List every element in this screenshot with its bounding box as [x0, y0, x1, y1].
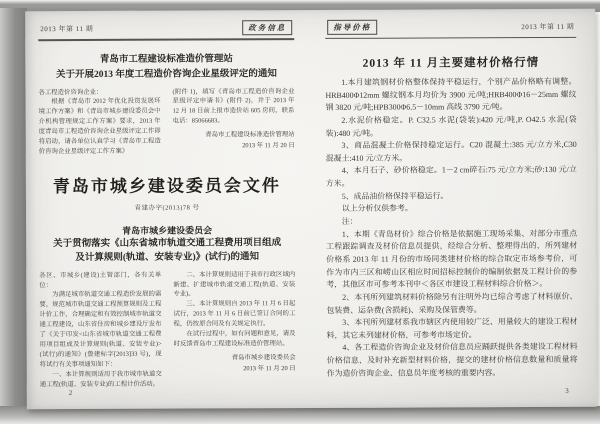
- page-right-header: [325, 19, 576, 37]
- notice2-paragraph-3: 二、本计算规则适用于我市行政区域内新建、扩建城市轨道交通工程(轨道、安装专业)。: [173, 270, 296, 299]
- page-right: [310, 9, 597, 408]
- section-badge: 政务信息: [242, 20, 292, 35]
- document-masthead: 青岛市城乡建设委员会文件: [52, 176, 281, 197]
- article-note-1: 1、本期《青岛材价》综合价格是依据施工现场采集、对部分市重点工程跟踪调查及材价信息员提供，经综合分析、整理得出的，所列建材价格系 2013 年 11 月份的市场同类建材价格的综合取定市场参考价，可作为市内三区和崂山区相应时间招标控制价的编制依据及工程计价的参考，其他区市可参考本刊中＜各区市建设工程材料综合价格＞。: [326, 228, 578, 290]
- notice1-body: [38, 87, 294, 158]
- article-title: 2013 年 11 月主要建材价格行情: [362, 57, 540, 70]
- notice2-signer: 青岛市城乡建设委员会: [231, 354, 296, 362]
- issue-label: 2013 年第 11 期: [40, 24, 94, 33]
- notice2-title-line3: 及计算规则(轨道、安装专业)》(试行)的通知: [75, 252, 260, 264]
- notice1-salutation: 各工程造价咨询企业：: [38, 88, 103, 96]
- page-left: [25, 10, 312, 409]
- article-paragraph: 2.水泥价格稳定。P. C32.5 水泥(袋装):420 元/吨,P. O42.5 水泥(袋装):480 元/吨。: [325, 114, 577, 138]
- notice1-column-2: [172, 87, 294, 157]
- notice2-title-line1: 青岛市城乡建设委员会: [122, 225, 213, 236]
- article-paragraph: 5、成品油价格保持平稳运行。: [341, 191, 449, 201]
- notice2-body: [39, 270, 296, 390]
- notice1-date: 2013 年 11 月 20 日: [242, 142, 295, 150]
- notice2-date: 2013 年 11 月 20 日: [243, 364, 296, 373]
- article-paragraph: 4、本月石子、砂价格稳定。1－2 cm碎石:75 元/立方米;砂:130 元/立方米。: [325, 165, 577, 189]
- notice2-paragraph-1: 为满足城市轨道交通工程造价发展的需要，规范城市轨道交通工程预算规则及工程计价工作，合理确定和有效控制城市轨道交通工程建设，山东省住房和城乡建设厅发布了《关于印发<山东省城市轨道交通工程费用项目组成及计算规则(轨道、安装专业)>(试行)的通知》(鲁建标字[2013]33 号)，现将试行有关事项通知如下：: [39, 291, 162, 369]
- notice1-title-line1: 青岛市工程建设标准造价管理站: [99, 54, 233, 65]
- notice2-title-line2: 关于贯彻落实《山东省城市轨道交通工程费用项目组成: [53, 238, 282, 250]
- document-spread: [25, 9, 597, 409]
- notice2-paragraph-4: 三、本计算规则自 2013 年 11 月 6 日起试行，2013 年 11 月 6 日前已签订合同的工程，仍按原合同及有关规定执行。: [173, 300, 296, 328]
- issue-label: 2013 年第 11 期: [521, 22, 575, 31]
- document-number: 青建办字(2013)78 号: [134, 204, 200, 212]
- scanner-background-left: [0, 8, 27, 412]
- notice2-salutation: 各区、市城乡(建设)主管部门，各有关单位：: [39, 271, 162, 289]
- header-rule: [325, 37, 576, 39]
- page-left-header: [38, 20, 294, 38]
- section-badge: 指导价格: [327, 20, 377, 35]
- notice2-paragraph-2: 一、本计算规则适用于我市城市轨道交通工程(轨道、安装专业)的工程计价活动。: [39, 370, 162, 388]
- article-note-4: 4、各工程造价咨询企业及材价信息员应踊跃提供各类建设工程材料价格信息，及时补充新型材料价格，提交的建材价格信息数量和质量将作为造价咨询企业、信息员年度考核的重要内容。: [326, 342, 578, 378]
- article-paragraph: 以上分析仅供参考。: [341, 203, 413, 214]
- notice1-column-1: [38, 87, 160, 157]
- article-note-2: 2、本刊所列建筑材料价格除另有注明外均已综合考虑了材料原价、包装费、运杂费(含损耗)、采购及保管费等。: [326, 291, 578, 315]
- article-note-3: 3、本刊所列建材系我市辖区内使用较广泛、用量较大的建设工程材料，其它未列建材价格，可参考市场定价。: [326, 317, 578, 340]
- notice2-column-2: [173, 270, 296, 390]
- notice1-title-line2: 关于开展2013 年度工程造价咨询企业星级评定的通知: [55, 68, 277, 80]
- article-note-label: 注：: [341, 216, 358, 226]
- notice2-column-1: [39, 270, 162, 390]
- article-paragraph: 1.本月建筑钢材价格整体保持平稳运行，个别产品价格略有调整。HRB400Φ12mm 螺纹钢本月均价为 3900 元/吨;HRB400Φ16－25mm 螺纹钢 3820 元/吨;HPB300Φ6.5－10mm 高线 3790 元/吨。: [325, 76, 577, 113]
- notice1-paragraph: 根据《青岛市 2012 年优化投资发展环境工作方案》和《青岛市城乡建设委员会中介机构管理规定工作方案》要求，2013 年度青岛市工程造价咨询企业星级评定工作即将启动，请各单位认真学习《青岛市工程造价咨询企业星级评定工作方案》: [38, 98, 161, 156]
- article-paragraph: 3、商品混凝土价格保持稳定运行。C20 混凝土:385 元/立方米,C30 混凝土:410 元/立方米。: [325, 140, 577, 163]
- notice1-paragraph-cont: (附件 1)，填写《青岛市工程造价咨询企业星级评定申请书》(附件 2)，并于 2013 年 12 月 18 日前上报市造价站 605 房间，联系电话：85066683。: [172, 87, 295, 125]
- notice2-paragraph-5: 在试行过程中，如有问题和意见，请及时反馈青岛市工程建设标准造价管理站。: [173, 330, 296, 348]
- header-rule: [38, 38, 294, 41]
- notice1-signer: 青岛市工程建设标准造价管理站: [205, 131, 295, 139]
- page-number-left: 2: [68, 389, 73, 398]
- page-number-right: 3: [565, 386, 569, 395]
